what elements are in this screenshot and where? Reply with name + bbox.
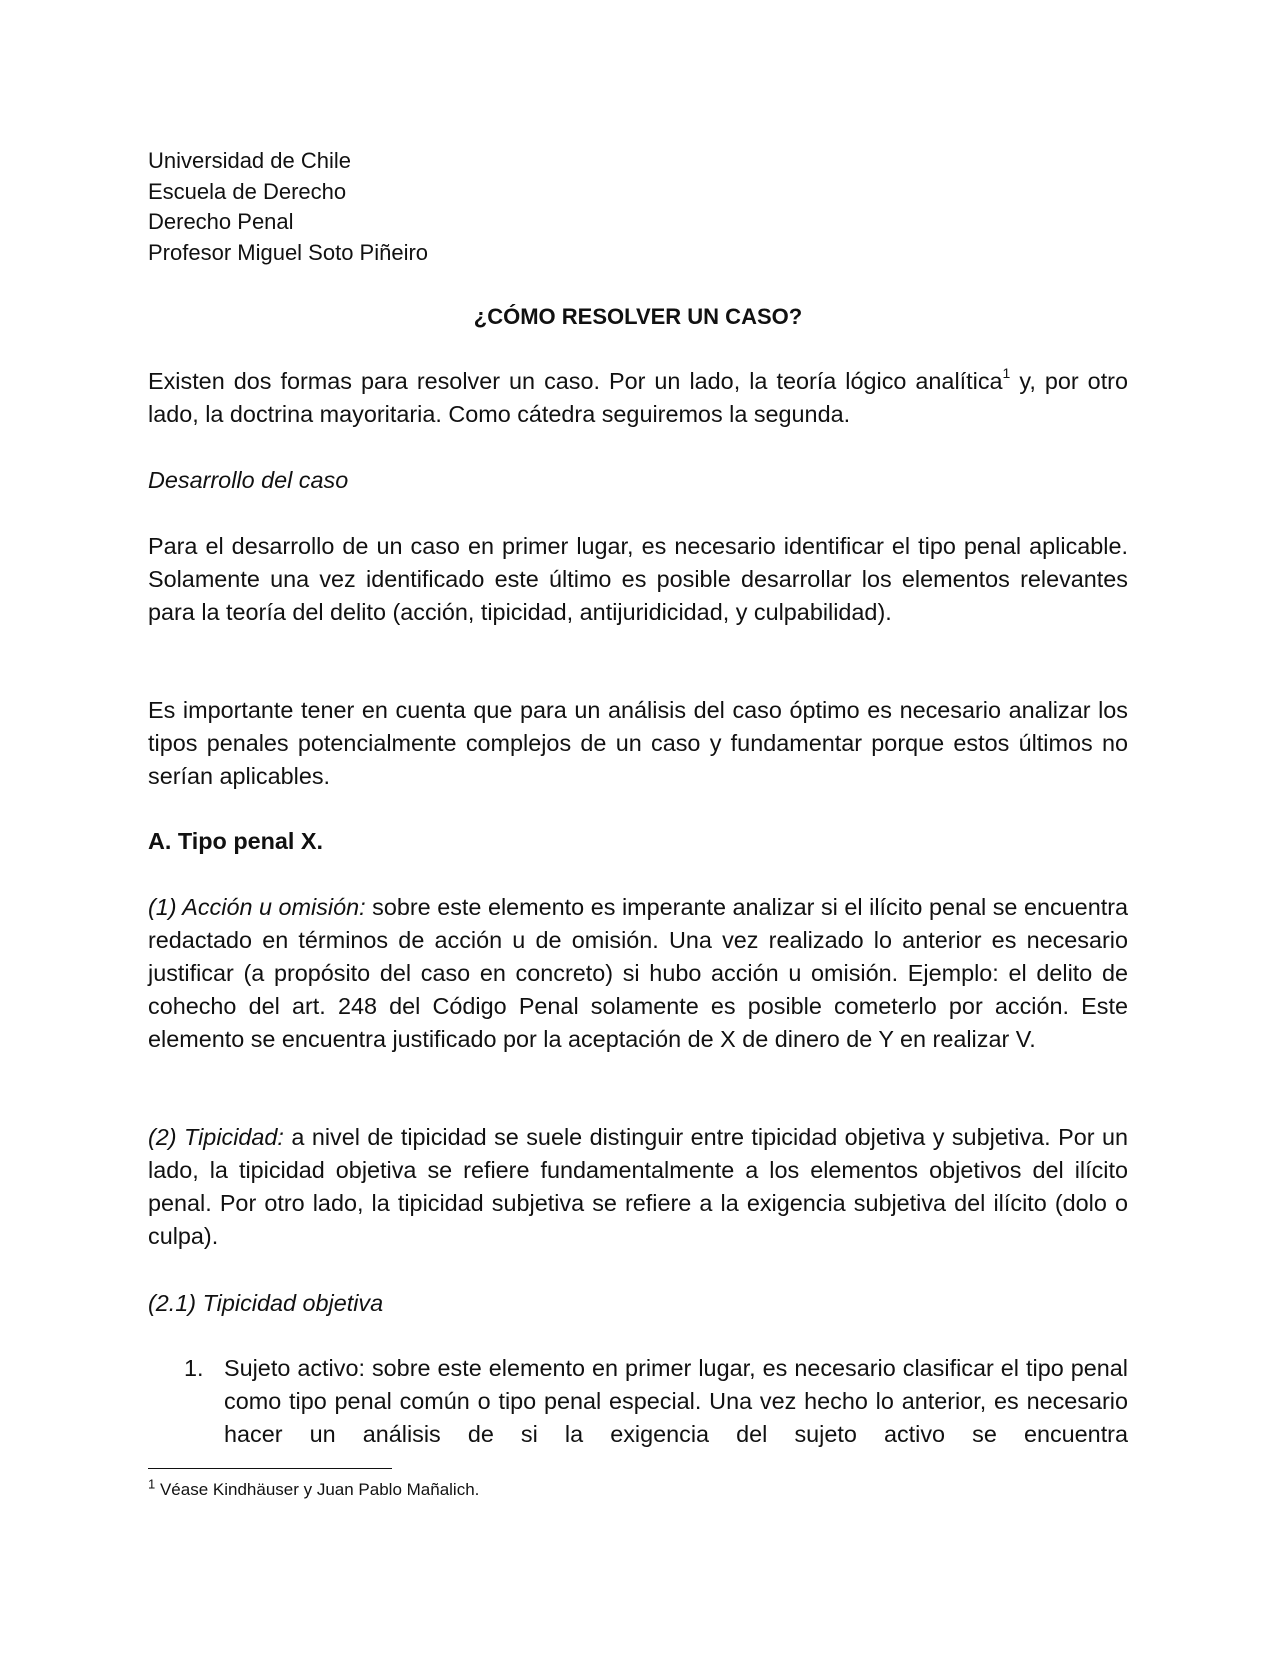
accion-text: sobre este elemento es imperante analizar si el ilícito penal se encuentra redactado en términos de acción u de omisión. Una vez realizado lo anterior es necesario justificar (a propósito del caso en concreto) si hubo acción u omisión. Ejemplo: el delito de cohecho del art. 248 del Código Penal solamente es posible cometerlo por acción. Este elemento se encuentra justificado por la aceptación de X de dinero de Y en realizar V. xyxy=(148,894,1128,1052)
desarrollo-paragraph-1: Para el desarrollo de un caso en primer lugar, es necesario identificar el tipo penal aplicable. Solamente una vez identificado este último es posible desarrollar los elementos relevantes para la teoría del delito (acción, tipicidad, antijuridicidad, y culpabilidad). xyxy=(148,533,1128,625)
footnote-separator xyxy=(148,1468,392,1469)
tipicidad-objetiva-heading: (2.1) Tipicidad objetiva xyxy=(148,1290,384,1316)
intro-text-part2: y, por otro lado, la doctrina mayoritaria. Como cátedra seguiremos la segunda. xyxy=(148,368,1128,427)
list-item-text: Sujeto activo: sobre este elemento en primer lugar, es necesario clasificar el tipo penal como tipo penal común o tipo penal especial. Una vez hecho lo anterior, es necesario hacer un análisis de si la exigencia del sujeto activo se encuentra xyxy=(224,1355,1128,1447)
desarrollo-paragraph-2: Es importante tener en cuenta que para un análisis del caso óptimo es necesario analizar los tipos penales potencialmente complejos de un caso y fundamentar porque estos últimos no serían aplicables. xyxy=(148,697,1128,789)
header-school: Escuela de Derecho xyxy=(148,178,347,204)
footnote-reference: 1 xyxy=(1002,365,1011,382)
list-item xyxy=(148,1352,1128,1451)
footnote xyxy=(148,1478,479,1502)
accion-paragraph xyxy=(148,891,1128,1056)
footnote-number: 1 xyxy=(148,1476,156,1492)
header-course: Derecho Penal xyxy=(148,209,294,234)
desarrollo-heading: Desarrollo del caso xyxy=(148,467,349,493)
intro-text-part1: Existen dos formas para resolver un caso. Por un lado, la teoría lógico analítica xyxy=(148,368,1003,394)
tipicidad-label: (2) Tipicidad: xyxy=(148,1124,284,1150)
tipicidad-paragraph xyxy=(148,1121,1128,1253)
header-university: Universidad de Chile xyxy=(148,148,351,173)
document-header xyxy=(148,146,428,268)
list-item-number: 1. xyxy=(184,1355,204,1381)
tipicidad-objetiva-list xyxy=(148,1352,1128,1451)
footnote-text: Véase Kindhäuser y Juan Pablo Mañalich. xyxy=(155,1480,480,1499)
accion-label: (1) Acción u omisión: xyxy=(148,894,366,920)
intro-paragraph xyxy=(148,365,1128,431)
tipicidad-text: a nivel de tipicidad se suele distinguir entre tipicidad objetiva y subjetiva. Por un lado, la tipicidad objetiva se refiere fundamentalmente a los elementos objetivos del ilícito penal. Por otro lado, la tipicidad subjetiva se refiere a la exigencia subjetiva del ilícito (dolo o culpa). xyxy=(148,1124,1128,1249)
header-professor: Profesor Miguel Soto Piñeiro xyxy=(148,239,429,265)
document-title: ¿CÓMO RESOLVER UN CASO? xyxy=(473,304,803,329)
section-a-heading: A. Tipo penal X. xyxy=(148,828,324,854)
